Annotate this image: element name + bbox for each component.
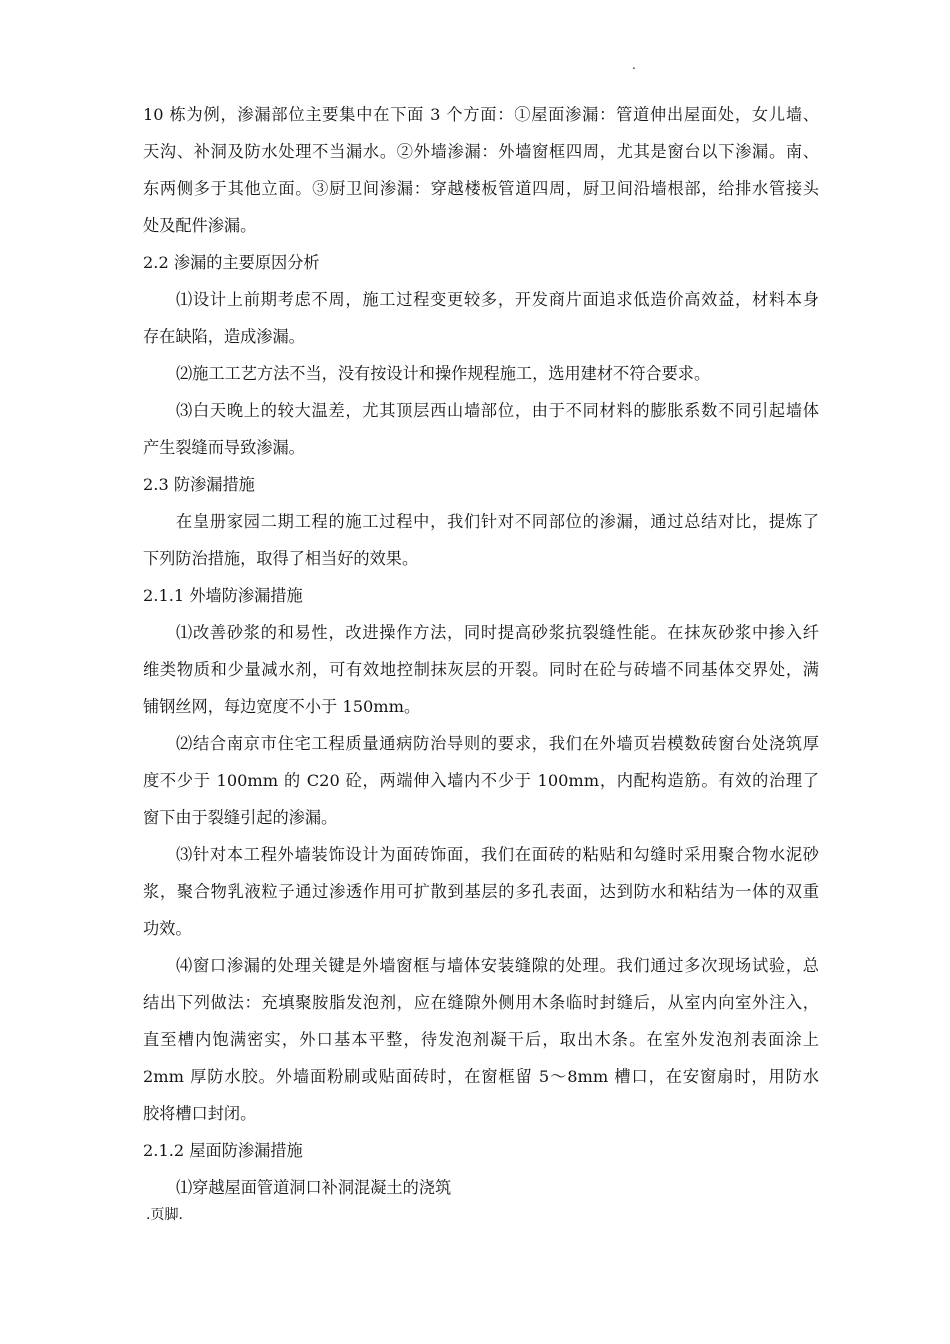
section-heading: 2.2 渗漏的主要原因分析	[143, 253, 320, 272]
text-line: 胶将槽口封闭。	[143, 1104, 257, 1123]
section-heading: 2.3 防渗漏措施	[143, 475, 255, 494]
text-line: ⑴设计上前期考虑不周，施工过程变更较多，开发商片面追求低造价高效益，材料本身	[176, 290, 819, 309]
text-line: 维类物质和少量减水剂，可有效地控制抹灰层的开裂。同时在砼与砖墙不同基体交界处，满	[143, 660, 819, 679]
text-line: 东两侧多于其他立面。③厨卫间渗漏：穿越楼板管道四周，厨卫间沿墙根部，给排水管接头	[143, 179, 819, 198]
text-line: 处及配件渗漏。	[143, 216, 257, 235]
text-line: ⑵施工工艺方法不当，没有按设计和操作规程施工，选用建材不符合要求。	[176, 364, 711, 383]
body-text	[143, 96, 819, 1206]
text-line: ⑶针对本工程外墙装饰设计为面砖饰面，我们在面砖的粘贴和勾缝时采用聚合物水泥砂	[176, 845, 819, 864]
text-line: 度不少于 100mm 的 C20 砼，两端伸入墙内不少于 100mm，内配构造筋。有效的治理了	[143, 771, 819, 790]
text-line: 10 栋为例，渗漏部位主要集中在下面 3 个方面：①屋面渗漏：管道伸出屋面处，女儿墙、	[143, 105, 819, 124]
text-line: 存在缺陷，造成渗漏。	[143, 327, 305, 346]
text-line: 天沟、补洞及防水处理不当漏水。②外墙渗漏：外墙窗框四周，尤其是窗台以下渗漏。南、	[143, 142, 819, 161]
section-heading: 2.1.1 外墙防渗漏措施	[143, 586, 303, 605]
text-line: ⑴改善砂浆的和易性，改进操作方法，同时提高砂浆抗裂缝性能。在抹灰砂浆中掺入纤	[176, 623, 819, 642]
text-line: ⑷窗口渗漏的处理关键是外墙窗框与墙体安装缝隙的处理。我们通过多次现场试验，总	[176, 956, 819, 975]
text-line: 直至槽内饱满密实，外口基本平整，待发泡剂凝干后，取出木条。在室外发泡剂表面涂上	[143, 1030, 819, 1049]
text-line: 2mm 厚防水胶。外墙面粉刷或贴面砖时，在窗框留 5～8mm 槽口，在安窗扇时，用防水	[143, 1067, 819, 1086]
text-line: 铺钢丝网，每边宽度不小于 150mm。	[143, 697, 421, 716]
text-line: ⑵结合南京市住宅工程质量通病防治导则的要求，我们在外墙页岩模数砖窗台处浇筑厚	[176, 734, 819, 753]
text-line: 下列防治措施，取得了相当好的效果。	[143, 549, 419, 568]
text-line: 产生裂缝而导致渗漏。	[143, 438, 305, 457]
text-line: ⑴穿越屋面管道洞口补洞混凝土的浇筑	[176, 1178, 452, 1197]
text-line: ⑶白天晚上的较大温差，尤其顶层西山墙部位，由于不同材料的膨胀系数不同引起墙体	[176, 401, 819, 420]
text-line: 浆，聚合物乳液粒子通过渗透作用可扩散到基层的多孔表面，达到防水和粘结为一体的双重	[143, 882, 819, 901]
header-mark: .	[632, 58, 636, 72]
text-line: 在皇册家园二期工程的施工过程中，我们针对不同部位的渗漏，通过总结对比，提炼了	[176, 512, 819, 531]
section-heading: 2.1.2 屋面防渗漏措施	[143, 1141, 303, 1160]
text-line: 结出下列做法：充填聚胺脂发泡剂，应在缝隙外侧用木条临时封缝后，从室内向室外注入，	[143, 993, 819, 1012]
page-footer: .页脚.	[146, 1207, 183, 1223]
text-line: 窗下由于裂缝引起的渗漏。	[143, 808, 338, 827]
text-line: 功效。	[143, 919, 192, 938]
